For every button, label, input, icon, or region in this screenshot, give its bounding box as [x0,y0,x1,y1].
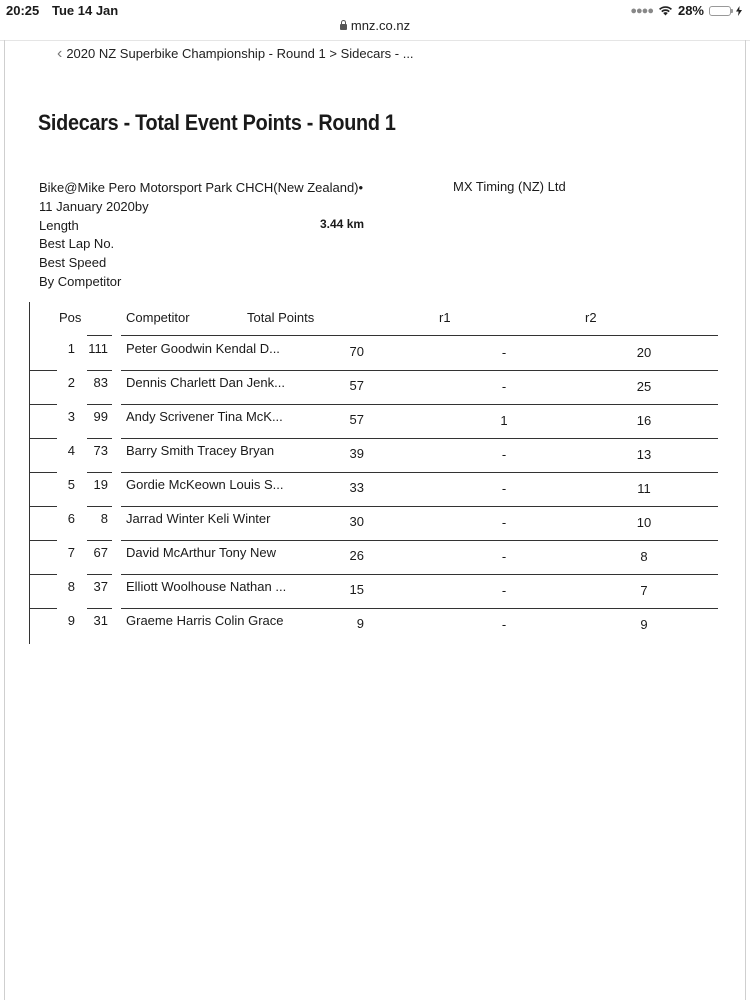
wifi-icon [658,5,673,16]
status-date: Tue 14 Jan [52,3,119,18]
cell-r1: - [501,345,507,360]
row-rule-stub [87,540,112,541]
cell-pos: 7 [67,545,75,560]
cell-r2: 20 [636,345,652,360]
cell-r1: - [501,583,507,598]
cell-r1: - [501,379,507,394]
row-rule [121,370,718,371]
status-time: 20:25 [6,3,40,18]
row-rule-stub [87,506,112,507]
chevron-left-icon[interactable]: ‹ [57,45,63,62]
table-row [29,610,719,644]
row-rule [121,608,718,609]
cell-number: 31 [93,613,108,628]
header-r2: r2 [585,310,597,325]
cell-number: 19 [93,477,108,492]
row-rule [121,540,718,541]
cell-total-points: 57 [349,412,364,427]
event-date: 11 January 2020by [39,198,149,214]
toolbar-divider [0,40,750,41]
row-rule-stub [87,608,112,609]
cell-total-points: 26 [349,548,364,563]
row-rule-stub [29,438,57,439]
cell-total-points: 33 [349,480,364,495]
header-rule-stub [87,335,112,336]
cell-number: 8 [100,511,108,526]
table-row [29,542,719,576]
cell-pos: 3 [67,409,75,424]
venue: Bike@Mike Pero Motorsport Park CHCH(New Zealand)• [39,180,364,195]
signal-icon: ●●●● [630,4,653,17]
cell-competitor: Andy Scrivener Tina McK... [126,409,283,424]
cell-number: 111 [88,341,108,356]
row-rule [121,438,718,439]
length-value: 3.44 km [320,217,365,231]
row-rule [121,404,718,405]
cell-total-points: 15 [349,582,364,597]
row-rule [121,506,718,507]
row-rule-stub [29,574,57,575]
header-total-points: Total Points [247,310,315,325]
cell-number: 67 [93,545,108,560]
best-lap-label: Best Lap No. [39,236,115,252]
cell-number: 37 [93,579,108,594]
breadcrumb-text[interactable]: 2020 NZ Superbike Championship - Round 1 > Sidecars - ... [66,46,414,61]
status-indicators [630,3,742,18]
cell-total-points: 9 [356,616,364,631]
cell-pos: 1 [67,341,75,356]
cell-total-points: 70 [349,344,364,359]
cell-competitor: Barry Smith Tracey Bryan [126,443,275,458]
page-title: Sidecars - Total Event Points - Round 1 [38,110,396,135]
row-rule-stub [29,404,57,405]
url-text: mnz.co.nz [350,18,411,33]
cell-r2: 10 [636,515,652,530]
cell-competitor: Graeme Harris Colin Grace [126,613,284,628]
cell-number: 99 [93,409,108,424]
cell-competitor: Elliott Woolhouse Nathan ... [126,579,287,594]
row-rule-stub [87,574,112,575]
cell-pos: 2 [67,375,75,390]
charging-icon [736,6,742,16]
cell-total-points: 57 [349,378,364,393]
timing-company: MX Timing (NZ) Ltd [453,179,566,194]
page-border-right [745,40,746,1000]
cell-pos: 4 [67,443,75,458]
cell-r2: 8 [640,549,648,564]
address-bar[interactable] [0,18,750,33]
breadcrumb[interactable] [57,46,414,61]
lock-icon [340,24,347,30]
row-rule-stub [87,404,112,405]
cell-r1: - [501,447,507,462]
cell-number: 73 [93,443,108,458]
event-info [39,179,363,292]
cell-r2: 13 [636,447,652,462]
cell-r2: 7 [640,583,648,598]
battery-percent: 28% [677,3,704,18]
table-row [29,338,719,372]
row-rule-stub [29,506,57,507]
cell-r1: 1 [500,413,508,428]
header-r1: r1 [439,310,451,325]
by-competitor-label: By Competitor [39,273,122,289]
row-rule-stub [29,370,57,371]
table-row [29,372,719,406]
table-row [29,474,719,508]
cell-r1: - [501,481,507,496]
cell-competitor: Dennis Charlett Dan Jenk... [126,375,285,390]
header-rule [121,335,718,336]
results-table [29,302,719,644]
cell-r2: 16 [636,413,652,428]
table-row [29,508,719,542]
row-rule [121,574,718,575]
cell-pos: 5 [67,477,75,492]
cell-total-points: 39 [349,446,364,461]
cell-pos: 9 [67,613,75,628]
cell-r1: - [501,617,507,632]
cell-number: 83 [93,375,108,390]
row-rule-stub [87,370,112,371]
table-row [29,440,719,474]
cell-r1: - [501,549,507,564]
cell-r2: 11 [637,481,651,496]
table-row [29,576,719,610]
cell-competitor: Peter Goodwin Kendal D... [126,341,280,356]
row-rule-stub [29,608,57,609]
cell-r1: - [501,515,507,530]
table-row [29,406,719,440]
cell-competitor: Jarrad Winter Keli Winter [126,511,271,526]
cell-competitor: Gordie McKeown Louis S... [126,477,284,492]
row-rule-stub [29,472,57,473]
page-border-left [4,40,5,1000]
header-competitor: Competitor [126,310,190,325]
length-label: Length [39,217,79,233]
row-rule-stub [87,438,112,439]
cell-total-points: 30 [349,514,364,529]
cell-r2: 9 [640,617,648,632]
header-pos: Pos [59,310,82,325]
cell-pos: 8 [67,579,75,594]
cell-pos: 6 [67,511,75,526]
row-rule-stub [29,540,57,541]
battery-icon [709,6,731,16]
best-speed-label: Best Speed [39,255,107,271]
row-rule-stub [87,472,112,473]
row-rule [121,472,718,473]
cell-r2: 25 [636,379,652,394]
cell-competitor: David McArthur Tony New [126,545,277,560]
